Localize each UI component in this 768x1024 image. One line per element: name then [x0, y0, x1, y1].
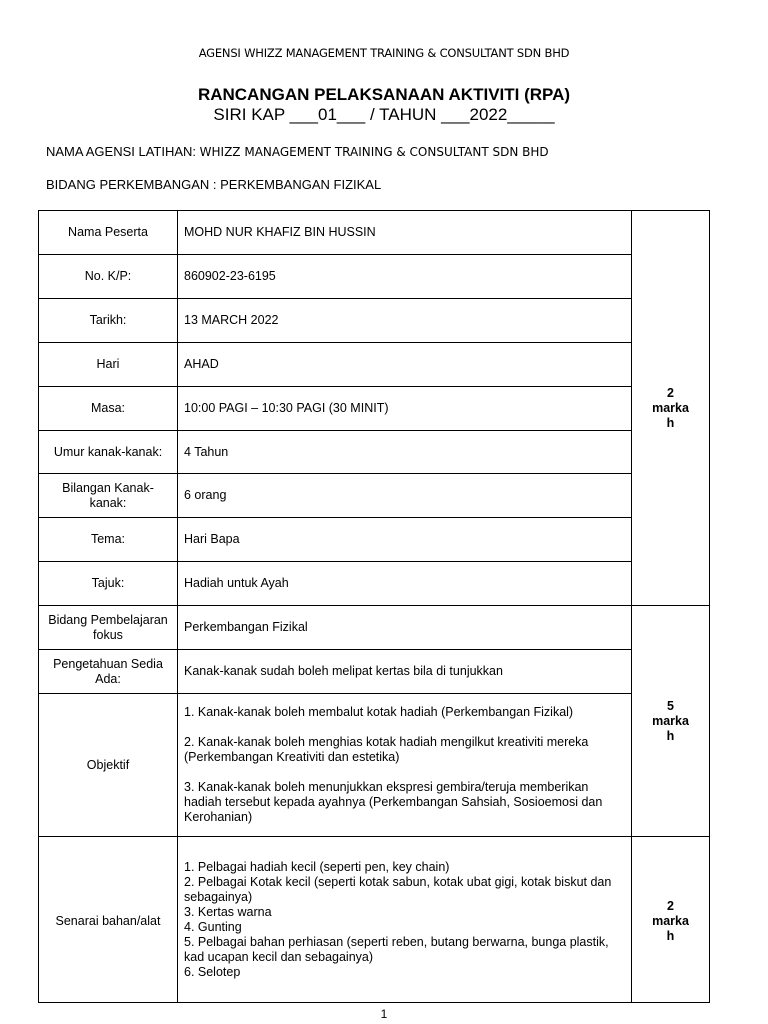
document-subtitle: SIRI KAP ___01___ / TAHUN ___2022_____ — [213, 105, 555, 124]
objective-item: 1. Kanak-kanak boleh membalut kotak hadiah (Perkembangan Fizikal) — [184, 705, 574, 719]
marks-word-end: h — [666, 929, 675, 943]
table-row — [39, 518, 710, 562]
materials-label: Senarai bahan/alat — [39, 837, 178, 1003]
row-label: Tajuk: — [39, 562, 178, 606]
agency-header: AGENSI WHIZZ MANAGEMENT TRAINING & CONSULTANT SDN BHD — [198, 46, 570, 60]
page-number: 1 — [380, 1007, 388, 1021]
field-label: BIDANG PERKEMBANGAN : — [46, 177, 217, 192]
row-label: Masa: — [39, 387, 178, 431]
materials-row — [39, 837, 710, 1003]
table-row — [39, 474, 710, 518]
material-item: 2. Pelbagai Kotak kecil (seperti kotak sabun, kotak ubat gigi, kotak biskut dan sebagainya) — [184, 874, 612, 904]
materials-list — [178, 837, 632, 1003]
marks-number: 5 — [667, 698, 674, 713]
row-value: Hadiah untuk Ayah — [178, 562, 632, 606]
row-label: Umur kanak-kanak: — [39, 431, 178, 474]
table-row — [39, 211, 710, 255]
field-value: PERKEMBANGAN FIZIKAL — [220, 177, 382, 192]
material-item: 4. Gunting — [184, 919, 242, 934]
row-value: Kanak-kanak sudah boleh melipat kertas bila di tunjukkan — [178, 650, 632, 694]
agency-label: NAMA AGENSI LATIHAN: — [46, 144, 197, 159]
table-row — [39, 299, 710, 343]
rpa-table — [38, 210, 710, 1003]
marks-word-end: h — [666, 728, 675, 743]
row-value: 10:00 PAGI – 10:30 PAGI (30 MINIT) — [178, 387, 632, 431]
marks-word: marka — [652, 914, 689, 928]
row-label: Bilangan Kanak-kanak: — [39, 474, 178, 518]
material-item: 1. Pelbagai hadiah kecil (seperti pen, key chain) — [184, 859, 450, 874]
table-row — [39, 606, 710, 650]
table-row — [39, 343, 710, 387]
objective-item: 3. Kanak-kanak boleh menunjukkan ekspresi gembira/teruja memberikan hadiah tersebut kepada ayahnya (Perkembangan Sahsiah, Sosioemosi dan Kerohanian) — [184, 780, 603, 824]
marks-word-end: h — [666, 415, 675, 430]
row-value: 860902-23-6195 — [178, 255, 632, 299]
marks-word: marka — [652, 400, 689, 415]
table-row — [39, 387, 710, 431]
marks-cell-2 — [632, 606, 710, 837]
row-label: Bidang Pembelajaran fokus — [39, 606, 178, 650]
material-item: 6. Selotep — [184, 964, 241, 979]
marks-word: marka — [652, 713, 689, 728]
row-label: Tarikh: — [39, 299, 178, 343]
row-value: 13 MARCH 2022 — [178, 299, 632, 343]
row-value: 4 Tahun — [178, 431, 632, 474]
row-value: 6 orang — [178, 474, 632, 518]
row-label: Tema: — [39, 518, 178, 562]
row-label: No. K/P: — [39, 255, 178, 299]
objective-list — [178, 694, 632, 837]
objective-label: Objektif — [39, 694, 178, 837]
objective-item: 2. Kanak-kanak boleh menghias kotak hadiah mengilkut kreativiti mereka (Perkembangan Kreativiti dan estetika) — [184, 735, 589, 764]
objective-row — [39, 694, 710, 837]
agency-value: WHIZZ MANAGEMENT TRAINING & CONSULTANT SDN BHD — [199, 145, 549, 159]
agency-info-line — [46, 144, 549, 159]
material-item: 5. Pelbagai bahan perhiasan (seperti reben, butang berwarna, bunga plastik, kad ucapan kecil dan sebagainya) — [184, 934, 609, 964]
row-label: Hari — [39, 343, 178, 387]
table-row — [39, 650, 710, 694]
marks-number: 2 — [667, 899, 674, 913]
table-row — [39, 255, 710, 299]
document-title: RANCANGAN PELAKSANAAN AKTIVITI (RPA) — [197, 85, 571, 104]
table-row — [39, 562, 710, 606]
material-item: 3. Kertas warna — [184, 904, 272, 919]
field-info-line — [46, 177, 381, 192]
row-label: Nama Peserta — [39, 211, 178, 255]
marks-cell-3 — [632, 837, 710, 1003]
row-value: MOHD NUR KHAFIZ BIN HUSSIN — [178, 211, 632, 255]
row-value: Perkembangan Fizikal — [178, 606, 632, 650]
table-row — [39, 431, 710, 474]
row-value: AHAD — [178, 343, 632, 387]
row-value: Hari Bapa — [178, 518, 632, 562]
marks-number: 2 — [667, 385, 674, 400]
marks-cell-1 — [632, 211, 710, 606]
row-label: Pengetahuan Sedia Ada: — [39, 650, 178, 694]
